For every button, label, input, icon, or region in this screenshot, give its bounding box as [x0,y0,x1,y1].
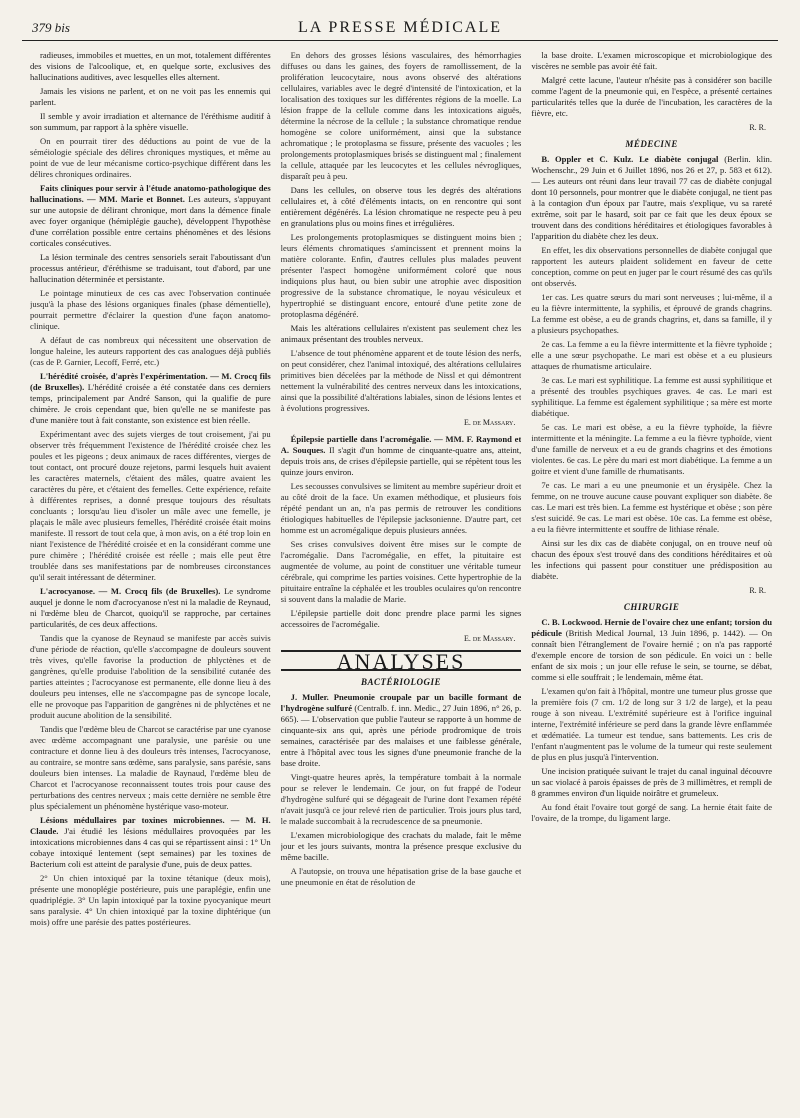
paragraph: Ainsi sur les dix cas de diabète conjugal, on en trouve neuf où chacun des époux s'est trouvé dans des conditions héréditaires et où les infections qui passent pour constituer une prédisposition au diabète. [531,538,773,581]
paragraph: Dans les cellules, on observe tous les degrés des altérations cellulaires et, à côté d'éléments intacts, on en rencontre qui sont entièrement dégénérés. La lésion chromatique ne respecte peu à peu en granulations plus ou moins fines et irrégulières. [280,185,522,228]
article-title: C. B. Lockwood. Hernie de l'ovaire chez une enfant; torsion du pédicule [531,617,773,638]
citation: (Centralb. f. inn. Medic., 27 Juin 1896, n° 26, p. 665). [280,703,522,724]
article-text: Les auteurs, s'appuyant sur une autopsie de délirant chronique, mort dans la démence finale avec foyer organique (hémiplégie gauche), développent l'hypothèse d'une corrélation possible entre certains phénomènes et des lésions corticales consécutives. [30,194,271,248]
analyses-heading: ANALYSES [281,650,522,671]
paragraph: Vingt-quatre heures après, la température tombait à la normale pour se relever le lendemain. Ce jour, on fut frappé de l'odeur d'hydrogène sulfuré qui se dégageait de l'urine dont l'examen répété n'avait jusqu'à ce jour relevé rien de particulier. Trois jours plus tard, le malade succombait à la recrudescence de sa pneumonie. [280,772,522,826]
paragraph: radieuses, immobiles et muettes, en un mot, totalement différentes des visions de l'alcoolique, et, en quelque sorte, exclusives des hallucinations auditives, avec lesquelles elles alternent. [30,50,271,82]
article-lead [30,371,271,426]
paragraph: En effet, les dix observations personnelles de diabète conjugal que rapportent les auteurs plaident solidement en faveur de cette conception, comme on peut en juger par le court résumé des cas qu'ils ont observés. [531,245,773,288]
paragraph: 7e cas. Le mari a eu une pneumonie et un érysipèle. Chez la femme, on ne trouve aucune cause pouvant expliquer son diabète. 8e cas. Le mari est très bien. La femme est hystérique et obèse ; son père s'est suicidé. 9e cas. Le mari est obèse. 10e cas. La femme est obèse, a eu la fièvre intermittente et souffre de lithiase rénale. [531,480,773,534]
article-lead: B. Oppler et C. Kulz. Le diabète conjugal (Berlin. klin. Wochenschr., 29 Juin et 6 Juillet 1896, nos 26 et 27, p. 583 et 612). — Les auteurs ont réuni dans leur travail 77 cas de diabète conjugal dont 10 personnels, pour montrer que le diabète conjugal, ne tient pas à la contagion d'un époux par l'autre, mais s'explique, vu sa rareté extrême, soit par le hasard, soit par ce fait que les deux époux se trouvent dans des conditions héréditaires et étiologiques favorables à l'apparition du diabète chez les deux. [531,154,773,241]
article-lead: J. Muller. Pneumonie croupale par un bacille formant de l'hydrogène sulfuré (Centralb. f. inn. Medic., 27 Juin 1896, n° 26, p. 665). — L'observation que publie l'auteur se rapporte à un homme de cinquante-six ans qui, après une période prodromique de trois semaines, caractérisée par des malaises et une faiblesse générale, entre à l'hôpital avec tous les signes d'une pneumonie franche de la base droite. [280,692,522,768]
journal-title: LA PRESSE MÉDICALE [297,19,502,36]
paragraph: Les prolongements protoplasmiques se distinguent moins bien ; leurs éléments chromatiques s'amincissent et prennent moins la matière colorante. Enfin, d'autres cellules plus malades peuvent présenter l'aspect homogène uniformément coloré que nous indiquions plus haut, ou bien subir une atrophie avec disposition progressive de la substance chromatique, le noyau vésiculeux et hypertrophié se distinguant encore, entouré d'une petite zone de protoplasma dégénéré. [280,232,522,319]
text-columns [30,50,772,1110]
article-text: L'hérédité croisée a été constatée dans ces derniers temps, principalement par André Sanson, qui la qualifie de pure chimère. Je crois cependant que, bien qu'elle ne se manifeste pas d'une manière tout à fait constante, son existence est bien réelle. [30,382,271,425]
article-title: Faits cliniques pour servir à l'étude anatomo-pathologique des hallucinations. — MM. Marie et Bonnet. [30,183,271,204]
page-number: 379 bis [32,20,70,35]
paragraph: la base droite. L'examen microscopique et microbiologique des viscères ne semble pas avoir été fait. [531,50,773,71]
paragraph: 1er cas. Les quatre sœurs du mari sont nerveuses ; lui-même, il a eu la fièvre intermittente, la syphilis, et éprouvé de grands chagrins. La femme est obèse, a eu de grands chagrins, et, dans sa famille, il y a plusieurs psychopathes. [531,292,773,335]
signature: R. R. [749,123,767,132]
paragraph: Tandis que la cyanose de Reynaud se manifeste par accès suivis d'une période de réaction, qu'elle s'accompagne de douleurs souvent très vives, qu'elle favorise la production de phlyctènes et de gangrènes, qu'elle produise l'abolition de la sensibilité cutanée des parties atteintes ; l'acrocyanose est permanente, elle donne lieu à des douleurs peu intenses, elle ne s'accompagne pas de syncope locale, elle ne provoque pas l'apparition de gangrènes ni de phlyctènes et ne produit aucune abolition de la sensibilité. [30,633,271,720]
article-text: Les auteurs ont réuni dans leur travail 77 cas de diabète conjugal dont 10 personnels, pour montrer que le diabète conjugal, ne tient pas à la contagion d'un époux par l'autre, mais s'explique, vu sa rareté extrême, soit par le hasard, soit par ce fait que les deux époux se trouvent dans des conditions héréditaires et étiologiques favorables à l'apparition du diabète chez les deux. [531,176,773,241]
paragraph: Il semble y avoir irradiation et alternance de l'éréthisme auditif à son summum, par rapport à la sphère visuelle. [30,111,271,132]
article-text: Le syndrome auquel je donne le nom d'acrocyanose n'est ni la maladie de Reynaud, ni l'œdème bleu de Charcot, quoiqu'il se rapproche, par certaines particularités, de ces deux affections. [30,586,271,629]
paragraph: Le pointage minutieux de ces cas avec l'observation continuée jusqu'à la phase des lésions organiques finales (phase démentielle), pourrait permettre d'éclairer la question d'une façon anatomo-clinique. [30,288,271,331]
paragraph: Au fond était l'ovaire tout gorgé de sang. La hernie était faite de l'ovaire, de la trompe, du ligament large. [531,802,773,823]
article-title: B. Oppler et C. Kulz. Le diabète conjugal [541,154,719,164]
signature: E. de Massary. [464,418,516,427]
article-lead [30,815,271,870]
citation: (British Medical Journal, 13 Juin 1896, p. 1442). [565,628,746,638]
article-title: Épilepsie partielle dans l'acromégalie. — MM. F. Raymond et A. Souques. [280,434,522,455]
paragraph: 2° Un chien intoxiqué par la toxine tétanique (deux mois), présente une monoplégie postérieure, puis une paraplégie, enfin une quadriplégie. 3° Un lapin intoxiqué par la toxine pyocyanique meurt sans paralysie. 4° Un chien intoxiqué par la toxine diphtérique (un mois) offre une parésie des pattes postérieures. [30,873,271,927]
paragraph: A défaut de cas nombreux qui nécessitent une observation de longue haleine, les auteurs rapportent des cas analogues déjà publiés (cas de P. Garnier, Lecoff, Ferré, etc.) [30,335,271,367]
signature: E. de Massary. [464,634,516,643]
column-right [531,50,772,1110]
article-title: L'hérédité croisée, d'après l'expérimentation. — M. Crocq fils (de Bruxelles). [30,371,271,392]
article-lead [30,586,271,630]
paragraph: Mais les altérations cellulaires n'existent pas seulement chez les animaux présentant des troubles nerveux. [280,323,522,344]
paragraph: Une incision pratiquée suivant le trajet du canal inguinal découvre un sac violacé à parois épaisses de près de 3 millimètres, et rempli de 8 grammes environ d'un liquide noirâtre et grumeleux. [531,766,773,798]
article-text: On connaît bien l'étranglement de l'ovaire hernié ; on n'a pas rapporté d'exemple encore de torsion de son pédicule. En voici un : belle enfant de six mois ; un jour elle refuse le sein, se tourne, se débat, comme si elle souffrait ; le lendemain, même état. [531,628,773,682]
column-left [30,50,271,1110]
paragraph: Tandis que l'œdème bleu de Charcot se caractérise par une cyanose avec œdème accompagnant une paralysie, une parésie ou une contracture et donne lieu à des douleurs très intenses, l'acrocyanose, au contraire, se montre sans œdème, sans paralysie, sans parésie, sans douleurs bien intenses. La maladie de Raynaud, l'œdème bleu de Charcot et l'acrocyanose reconnaissent toutes trois pour cause des perturbations des centres nerveux ; mais cette dernière ne semble être plus spécialement un phénomène hystérique vaso-moteur. [30,724,271,811]
paragraph: Ses crises convulsives doivent être mises sur le compte de l'acromégalie. Dans l'acromégalie, en effet, la pituitaire est augmentée de volume, au point de constituer une véritable tumeur cérébrale, qui comprime les parties voisines. Cette hypertrophie de la pituitaire entraîne la céphalée et les troubles oculaires qu'on rencontre si souvent dans la maladie de Marie. [280,539,522,604]
article-title: Lésions médullaires par toxines microbiennes. — M. H. Claude. [30,815,271,836]
paragraph: L'examen microbiologique des crachats du malade, fait le même jour et les jours suivants, montra la présence presque exclusive du même bacille. [280,830,522,862]
paragraph: On en pourrait tirer des déductions au point de vue de la séméiologie spéciale des délires chroniques mystiques, et même au point de vue de leur mécanisme cortico-psychique différent dans les délires chroniques ordinaires. [30,136,271,179]
article-lead [281,434,522,478]
signature: R. R. [749,586,767,595]
section-heading: MÉDECINE [625,139,678,149]
article-text: Il s'agit d'un homme de cinquante-quatre ans, atteint, depuis trois ans, de crises d'épilepsie partielle, qui se répètent tous les quinze jours environ. [280,445,522,477]
paragraph: Malgré cette lacune, l'auteur n'hésite pas à considérer son bacille comme l'agent de la pneumonie qui, en l'espèce, a présenté certaines particularités telles que la durée de l'incubation, les caractères de la fièvre, etc. [531,75,773,118]
paragraph: A l'autopsie, on trouva une hépatisation grise de la base gauche et une pneumonie en état de résolution de [280,866,522,887]
paragraph: L'examen qu'on fait à l'hôpital, montre une tumeur plus grosse que la première fois (7 cm. 1/2 de long sur 3 1/2 de large), et la peau rouge à son niveau. L'extrémité supérieure est à l'orifice inguinal interne, l'extrémité inférieure se perd dans la grande lèvre enflammée et œdématiée. La tumeur est tendue, sans battements. Les cris de l'enfant n'augmentent pas le volume de la tumeur qui reste seulement de plus en plus jusqu'à l'intervention. [531,686,773,762]
article-title: L'acrocyanose. — M. Crocq fils (de Bruxelles). [40,586,221,596]
article-text: J'ai étudié les lésions médullaires provoquées par les intoxications microbiennes dans 4 cas qui se répartissent ainsi : 1° Un cobaye intoxiqué lentement (sept semaines) par les toxines de Bacterium coli est atteint de paralysie d'une, puis de deux pattes. [30,826,271,869]
article-title: J. Muller. Pneumonie croupale par un bacille formant de l'hydrogène sulfuré [280,692,522,713]
running-header [22,18,778,41]
paragraph: Les secousses convulsives se limitent au membre supérieur droit et au côté droit de la face. Un examen méthodique, et plusieurs fois répété pendant un an, n'a pas permis de retrouver les conditions étiologiques habituelles de l'épilepsie jacksonienne. D'autre part, cet homme est un acromégalique depuis plusieurs années. [280,481,522,535]
article-lead [30,183,271,249]
paragraph: La lésion terminale des centres sensoriels serait l'aboutissant d'un processus antérieur, d'éréthisme se traduisant, tout d'abord, par une hallucination déterminée et persistante. [30,252,271,284]
paragraph: En dehors des grosses lésions vasculaires, des hémorrhagies diffuses ou dans les gaines, des foyers de ramollissement, de la prolifération leucocytaire, nous avons observé des altérations cellulaires, variables avec le degré d'intensité de l'intoxication, et la localisation des toxiques sur les différentes régions de la moelle. La lésion frappe de la cellule comme dans les intoxications aiguës, détermine la nécrose de la cellule ; la substance chromatique rendue homogène se colore uniformément, ainsi que la substance achromatique ; le protoplasma se fissure, présente des vacuoles ; les prolongements protoplasmiques brisés se distinguent mal ; finalement la cellule, attaquée par les leucocytes et les cellules névrogliques, disparaît peu à peu. [280,50,522,181]
column-middle [281,50,522,1110]
paragraph: Jamais les visions ne parlent, et on ne voit pas les ennemis qui parlent. [30,86,271,107]
paragraph: L'épilepsie partielle doit donc prendre place parmi les signes accessoires de l'acromégalie. [280,608,522,629]
article-lead: C. B. Lockwood. Hernie de l'ovaire chez une enfant; torsion du pédicule (British Medical Journal, 13 Juin 1896, p. 1442). — On connaît bien l'étranglement de l'ovaire hernié ; on n'a pas rapporté d'exemple encore de torsion de son pédicule. En voici un : belle enfant de six mois ; un jour elle refuse le sein, se tourne, se débat, comme si elle souffrait ; le lendemain, même état. [531,617,773,682]
section-heading: BACTÉRIOLOGIE [360,677,442,687]
paragraph: 3e cas. Le mari est syphilitique. La femme est aussi syphilitique et a présenté des troubles psychiques graves. 4e cas. Le mari est syphilitique. La femme est également syphilitique ; sa mère est morte diabétique. [531,375,773,418]
article-text: L'observation que publie l'auteur se rapporte à un homme de cinquante-six ans qui, après une période prodromique de trois semaines, caractérisée par des malaises et une faiblesse générale, entre à l'hôpital avec tous les signes d'une pneumonie franche de la base droite. [280,714,522,768]
paragraph: Expérimentant avec des sujets vierges de tout croisement, j'ai pu observer très fréquemment l'existence de l'hérédité croisée chez les poules et les pigeons ; deux animaux de races différentes, vierges de tout contact, ont procuré douze rejetons, parmi lesquels huit avaient les caractères maternels, c'étaient des mâles, quatre avaient les caractères du père, et c'étaient des femelles. Cette expérience, refaite à différentes reprises, a donné presque toujours des résultats concluants ; lorsqu'au lieu d'isoler un mâle avec une femelle, je plaçais le mâle avec plusieurs femelles, l'hérédité croisée était moins manifeste. Il ressort de tout cela que, à mon avis, on a été trop loin en niant l'existence de l'hérédité croisée et en la considérant comme une pure chimère ; l'hérédité croisée est réelle ; mais elle peut être troublée dans ses manifestations par de nombreuses circonstances qu'il serait intéressant de déterminer. [30,429,271,582]
citation: (Berlin. klin. Wochenschr., 29 Juin et 6 Juillet 1896, nos 26 et 27, p. 583 et 612). [531,154,773,175]
section-heading: CHIRURGIE [623,602,680,612]
paragraph: L'absence de tout phénomène apparent et de toute lésion des nerfs, on peut considérer, chez l'animal intoxiqué, des altérations cellulaires primitives bien décelées par la méthode de Nissl et qui démontrent nettement la vulnérabilité des centres nerveux dans les intoxications, ainsi que la possibilité d'altérations labiales, sinon de lésions lentes et à évolutions progressives. [280,348,522,413]
paragraph: 5e cas. Le mari est obèse, a eu la fièvre typhoïde, la fièvre intermittente et la méningite. La femme a eu la fièvre typhoïde, vient d'une famille de nerveux et a eu de grands chagrins et des émotions violentes. 6e cas. Le père du mari est mort diabétique. La femme a un goitre et vient d'une famille de rhumatisants. [531,422,773,476]
paragraph: 2e cas. La femme a eu la fièvre intermittente et la fièvre typhoïde ; elle a une sœur psychopathe. Le mari est obèse et a eu plusieurs attaques de rhumatisme articulaire. [531,339,773,371]
